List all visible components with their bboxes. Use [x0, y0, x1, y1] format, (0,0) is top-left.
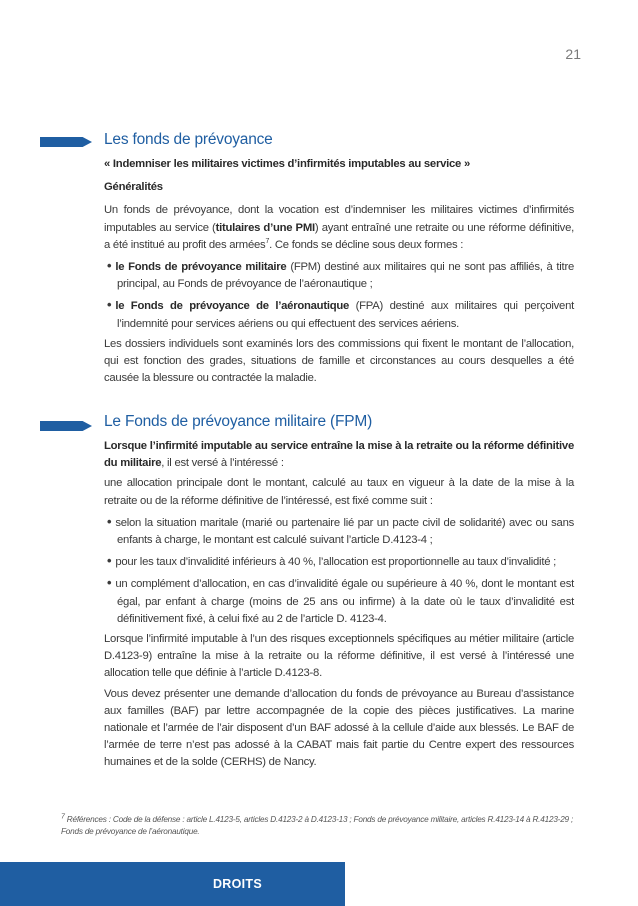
section2-bullet-1: • selon la situation maritale (marié ou partenaire lié par un pacte civil de solidarité) avec ou sans enfants à charge, le montant est calculé suivant l’article D.4123-4 ;: [104, 513, 574, 549]
intro-text-c: . Ce fonds se décline sous deux formes :: [269, 238, 464, 251]
footer-bar: [0, 862, 345, 906]
lead-text: , il est versé à l’intéressé :: [161, 457, 284, 470]
page-number: 21: [565, 46, 581, 62]
section-title-fpm: Le Fonds de prévoyance militaire (FPM): [104, 413, 373, 430]
footnote-text: Références : Code de la défense : article L.4123-5, articles D.4123-2 à D.4123-13 ; Fonds de prévoyance militaire, articles R.4123-14 à R.4123-29 ; Fonds de prévoyance de l’aéronautique.: [61, 815, 574, 836]
bullet-text: (FPA) destiné aux militaires qui perçoivent l’indemnité pour services aériens ou qui effectuent des services aériens.: [117, 300, 575, 330]
footer-section-label: DROITS: [212, 877, 262, 891]
section1-quote: « Indemniser les militaires victimes d’infirmités imputables au service »: [104, 158, 471, 170]
section1-subheading: Généralités: [104, 181, 163, 194]
bullet-bold: le Fonds de prévoyance militaire: [115, 261, 287, 274]
section1-bullet-fpm: [104, 257, 574, 293]
section-title-fonds-prevoyance: Les fonds de prévoyance: [104, 131, 273, 148]
section2-para3: Vous devez présenter une demande d’allocation du fonds de prévoyance au Bureau d’assistance aux familles (BAF) par lettre accompagnée de la copie des pièces justificatives. La marine nationale et l’armée de l’air disposent d’un BAF adossé à la cellule d’aide aux blessés. Le BAF de l’armée de terre n’est pas adossé à la CABAT mais fait partie du Centre expert des ressources humaines et de la solde (CERHS) de Nancy.: [104, 687, 574, 769]
section1-intro: [104, 202, 574, 254]
section1-closing: Les dossiers individuels sont examinés lors des commissions qui fixent le montant de l’allocation, qui est fonction des grades, situations de famille et circonstances au cours desquelles a été causée la blessure ou contractée la maladie.: [104, 337, 574, 385]
intro-bold: titulaires d’une PMI: [215, 221, 315, 234]
section2-para2: Lorsque l’infirmité imputable à l’un des risques exceptionnels spécifiques au métier militaire (article D.4123-9) entraîne la mise à la retraite ou la réforme définitive, il est versé à l’intéressé une allocation telle que définie à l’article D.4123-8.: [104, 633, 574, 680]
intro-text-a: Un fonds de prévoyance, dont la vocation est d’indemniser les militaires victimes d’infirmités imputables au service (: [104, 204, 574, 234]
bullet-text: (FPM) destiné aux militaires qui ne sont pas affiliés, à titre principal, au Fonds de prévoyance de l’aéronautique ;: [117, 261, 574, 291]
bullet-bold: le Fonds de prévoyance de l’aéronautique: [115, 300, 350, 313]
intro-text-b: ) ayant entraîné une retraite ou une réforme définitive, a été institué au profit des armées: [104, 221, 574, 251]
footnote-ref: 7: [265, 238, 270, 246]
section1-bullet-fpa: [104, 296, 574, 332]
section2-bullet-2: • pour les taux d’invalidité inférieurs à 40 %, l’allocation est proportionnelle au taux d’invalidité ;: [104, 552, 574, 571]
footnote-marker: 7: [61, 813, 65, 821]
section-arrow-icon: [40, 137, 92, 147]
footnote: [61, 814, 577, 838]
section2-lead: [104, 438, 574, 472]
section1-body: [104, 156, 574, 390]
section2-bullet-3: • un complément d’allocation, en cas d’invalidité égale ou supérieure à 40 %, dont le montant est égal, par enfant à charge (moins de 25 ans ou infirme) à la date où le taux d’invalidité est définitivement fixé, à celui fixé au 2 de l’article D. 4123-4.: [104, 574, 574, 628]
section2-body: [104, 438, 574, 775]
lead-bold: Lorsque l’infirmité imputable au service entraîne la mise à la retraite ou la réforme définitive du militaire: [104, 440, 574, 470]
section-arrow-icon: [40, 421, 92, 431]
section2-para1: une allocation principale dont le montant, calculé au taux en vigueur à la date de la mise à la retraite ou de la réforme définitive de l’intéressé, est fixé comme suit :: [104, 477, 574, 507]
